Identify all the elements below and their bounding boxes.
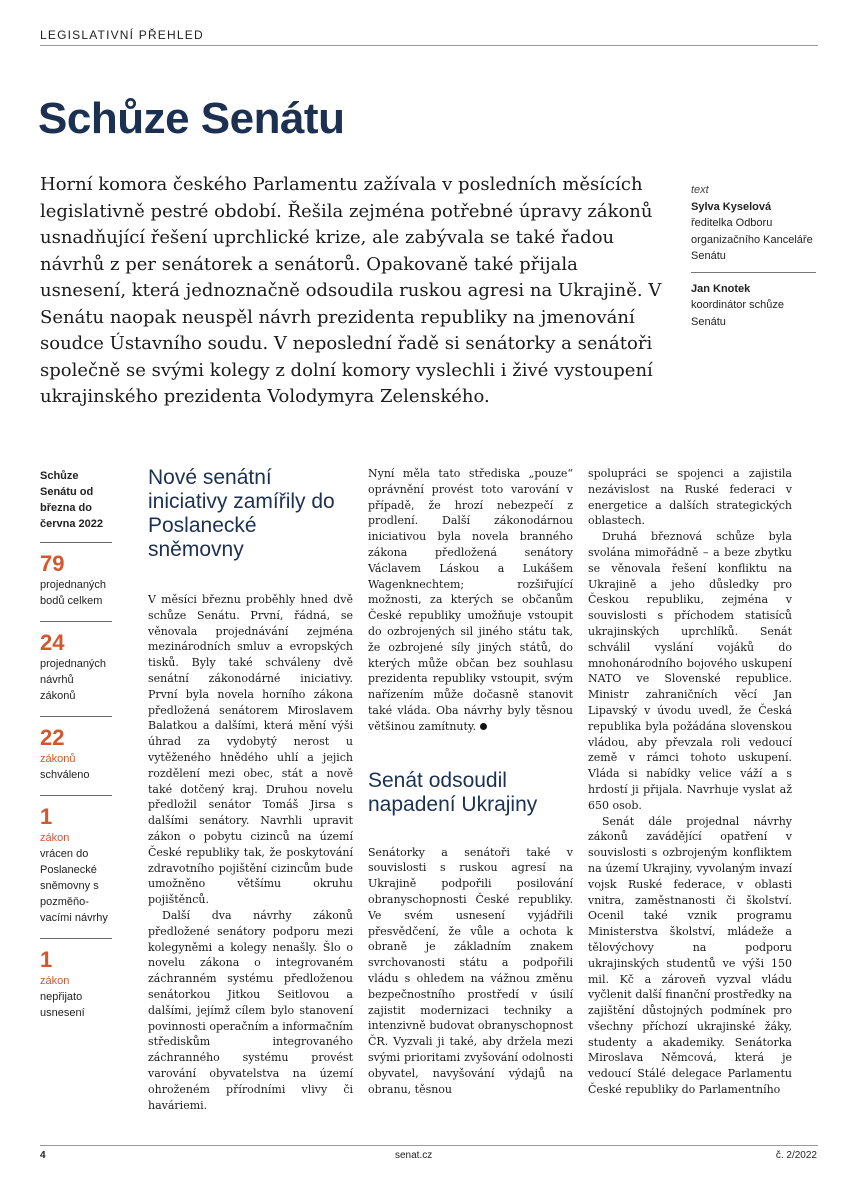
stat-number: 1 — [40, 804, 53, 829]
lead-paragraph: Horní komora českého Parlamentu zažívala v posledních měsících legislativně pestré období. Řešila zejména potřebné úpravy zákonů usnadňující řešení uprchlické krize, ale zabývala se také řadou návrhů z per senátorek a senátorů. Opakovaně také přijala usnesení, která jednoznačně odsoudila ruskou agresi na Ukrajině. V Senátu naopak neuspěl návrh prezidenta republiky na jmenování soudce Ústavního soudu. V neposlední řadě si senátorky a senátoři společně se svými kolegy z dolní komory vyslechli i živé vystoupení ukrajinského prezidenta Volodymyra Zelenského. — [40, 174, 662, 407]
author-credits — [691, 182, 816, 330]
stat-item — [40, 543, 112, 621]
heading-spacer — [368, 817, 573, 845]
stat-text: nepřijato usnesení — [40, 991, 85, 1019]
article-paragraph: spolupráci se spojenci a zajistila nezávislost na Ruské federaci v energetice a dalších strategických oblastech. — [588, 467, 792, 528]
stat-number: 79 — [40, 551, 65, 576]
stat-highlight: zákon — [40, 832, 70, 844]
stat-highlight: zákonů — [40, 753, 76, 765]
article-paragraph: Další dva návrhy zákonů předložené senátory podporu mezi kolegyněmi a kolegy nenašly. Šlo o novelu zákona o integrovaném záchranném systému předloženou senátorkou Jitkou Seitlovou a dalšími, jejímž cílem bylo stanovení povinnosti operačním a informačním střediskům integrovaného záchranného systému provést varování obyvatelstva na území ohroženém přírodními vlivy či haváriemi. — [148, 908, 353, 1112]
article-column-1 — [148, 466, 353, 1113]
stats-intro: Schůze Senátu od března do června 2022 — [40, 470, 103, 530]
footer-divider — [40, 1145, 818, 1146]
author-name: Sylva Kyselová — [691, 200, 772, 213]
stat-number: 22 — [40, 725, 65, 750]
text-label: text — [691, 184, 709, 196]
author-role: ředitelka Odboru organizačního Kanceláře Senátu — [691, 217, 813, 262]
page-title: Schůze Senátu — [38, 94, 345, 143]
stats-sidebar — [40, 468, 112, 1033]
stat-highlight: zákon — [40, 975, 70, 987]
header-divider — [40, 45, 818, 46]
author-name: Jan Knotek — [691, 282, 751, 295]
end-mark-icon — [480, 723, 487, 730]
stat-text: schváleno — [40, 769, 90, 781]
stat-item — [40, 796, 112, 938]
issue-number: č. 2/2022 — [775, 1150, 817, 1161]
author-divider — [691, 272, 816, 273]
stat-item — [40, 939, 112, 1033]
stat-text: vrácen do Poslanecké sněmovny s pozměňovacími návrhy — [40, 848, 108, 924]
stat-text: projednaných bodů celkem — [40, 579, 107, 607]
section-spacer — [368, 735, 573, 769]
article-column-2 — [368, 466, 573, 1097]
section-heading: Nové senátní iniciativy zamířily do Poslanecké sněmovny — [148, 466, 335, 561]
article-paragraph: Druhá březnová schůze byla svolána mimořádně – a beze zbytku se věnovala řešení konfliktu na Ukrajině a jeho důsledky pro Českou republiku, zejména v souvislosti s příchodem statisíců ukrajinských uprchlíků. Senát schválil vyslání vojáků do mnohonárodního bojového uskupení NATO ve Slovenské republice. Ministr zahraničních věcí Jan Lipavský v úvodu uvedl, že Česká republika byla požádána slovenskou vládou, aby převzala roli vedoucí země v rámci tohoto uskupení. Vláda si nabídky velice váží a s hrdostí ji přijala. Navrhuje vyslat až 650 osob. — [588, 530, 792, 812]
paragraph-text: Nyní měla tato střediska „pouze“ oprávnění provést toto varování v případě, že hrozí nebezpečí z prodlení. Další zákonodárnou iniciativou byla novela branného zákona předložená senátory Václavem Láskou a Lukášem Wagenknechtem; rozšiřující možnosti, za kterých se občanům České republiky umožňuje vstoupit do ozbrojených sil jiného státu tak, že ozbrojené síly jiných států, do kterých může občan bez souhlasu prezidenta republiky vstoupit, svým nařízením může dočasně stanovit také vláda. Oba návrhy byly těsnou většinou zamítnuty. — [368, 467, 573, 733]
article-paragraph: V měsíci březnu proběhly hned dvě schůze Senátu. První, řádná, se věnovala projednávání zejména mezinárodních smluv a evropských tisků. Byly také schváleny dvě senátní zákonodárné iniciativy. První byla novela horního zákona předložená senátorem Miroslavem Balatkou a dalšími, která mění výši úhrad za vydobytý nerost u vytěženého hnědého uhlí a jejich rozdělení mezi obec, stát a nově také dotčený kraj. Druhou novelu předložil senátor Tomáš Jirsa s dalšími senátory. Navrhli upravit zákon o pobytu cizinců na území České republiky tak, že poskytování zdravotního pojištění cizincům bude umožněno většímu okruhu pojištěnců. — [148, 593, 353, 907]
stat-number: 1 — [40, 947, 53, 972]
heading-spacer — [148, 562, 353, 592]
stat-item — [40, 717, 112, 795]
stat-text: projednaných návrhů zákonů — [40, 658, 107, 702]
footer-site: senat.cz — [395, 1150, 433, 1161]
section-heading: Senát odsoudil napadení Ukrajiny — [368, 768, 538, 816]
author-role: koordinátor schůze Senátu — [691, 299, 784, 328]
article-paragraph: Senátorky a senátoři také v souvislosti s ruskou agresí na Ukrajině podpořili posilování obranyschopnosti České republiky. Ve svém usnesení vyjádřili přesvědčení, že vůle a ochota k obraně je základním znakem svrchovanosti státu a podpořili vládu s ohledem na vážnou změnu bezpečnostního prostředí v úsilí zajistit modernizaci techniky a intenzivně budovat obranyschopnost ČR. Vyzvali ji také, aby držela mezi svými prioritami zvyšování odolnosti obyvatel, navyšování výdajů na obranu, těsnou — [368, 845, 573, 1096]
page-number: 4 — [40, 1150, 46, 1161]
stat-number: 24 — [40, 630, 65, 655]
stat-item — [40, 622, 112, 716]
article-paragraph — [368, 466, 573, 735]
article-paragraph: Senát dále projednal návrhy zákonů zavádějící opatření v souvislosti s ozbrojeným konfliktem na území Ukrajiny, vyvolaným invazí vojsk Ruské federace, v oblasti vnitra, zaměstnanosti či školství. Ocenil také vznik programu Ministerstva školství, mládeže a tělovýchovy na podporu ukrajinských studentů ve výši 150 mil. Kč a zároveň vyzval vládu vyčlenit další finanční prostředky na zajištění důstojných podmínek pro všechny příchozí ukrajinské žáky, studenty a akademiky. Senátorka Miroslava Němcová, která je vedoucí Stálé delegace Parlamentu České republiky do Parlamentního — [588, 814, 792, 1097]
article-column-3 — [588, 466, 792, 1098]
section-label: LEGISLATIVNÍ PŘEHLED — [40, 28, 204, 42]
